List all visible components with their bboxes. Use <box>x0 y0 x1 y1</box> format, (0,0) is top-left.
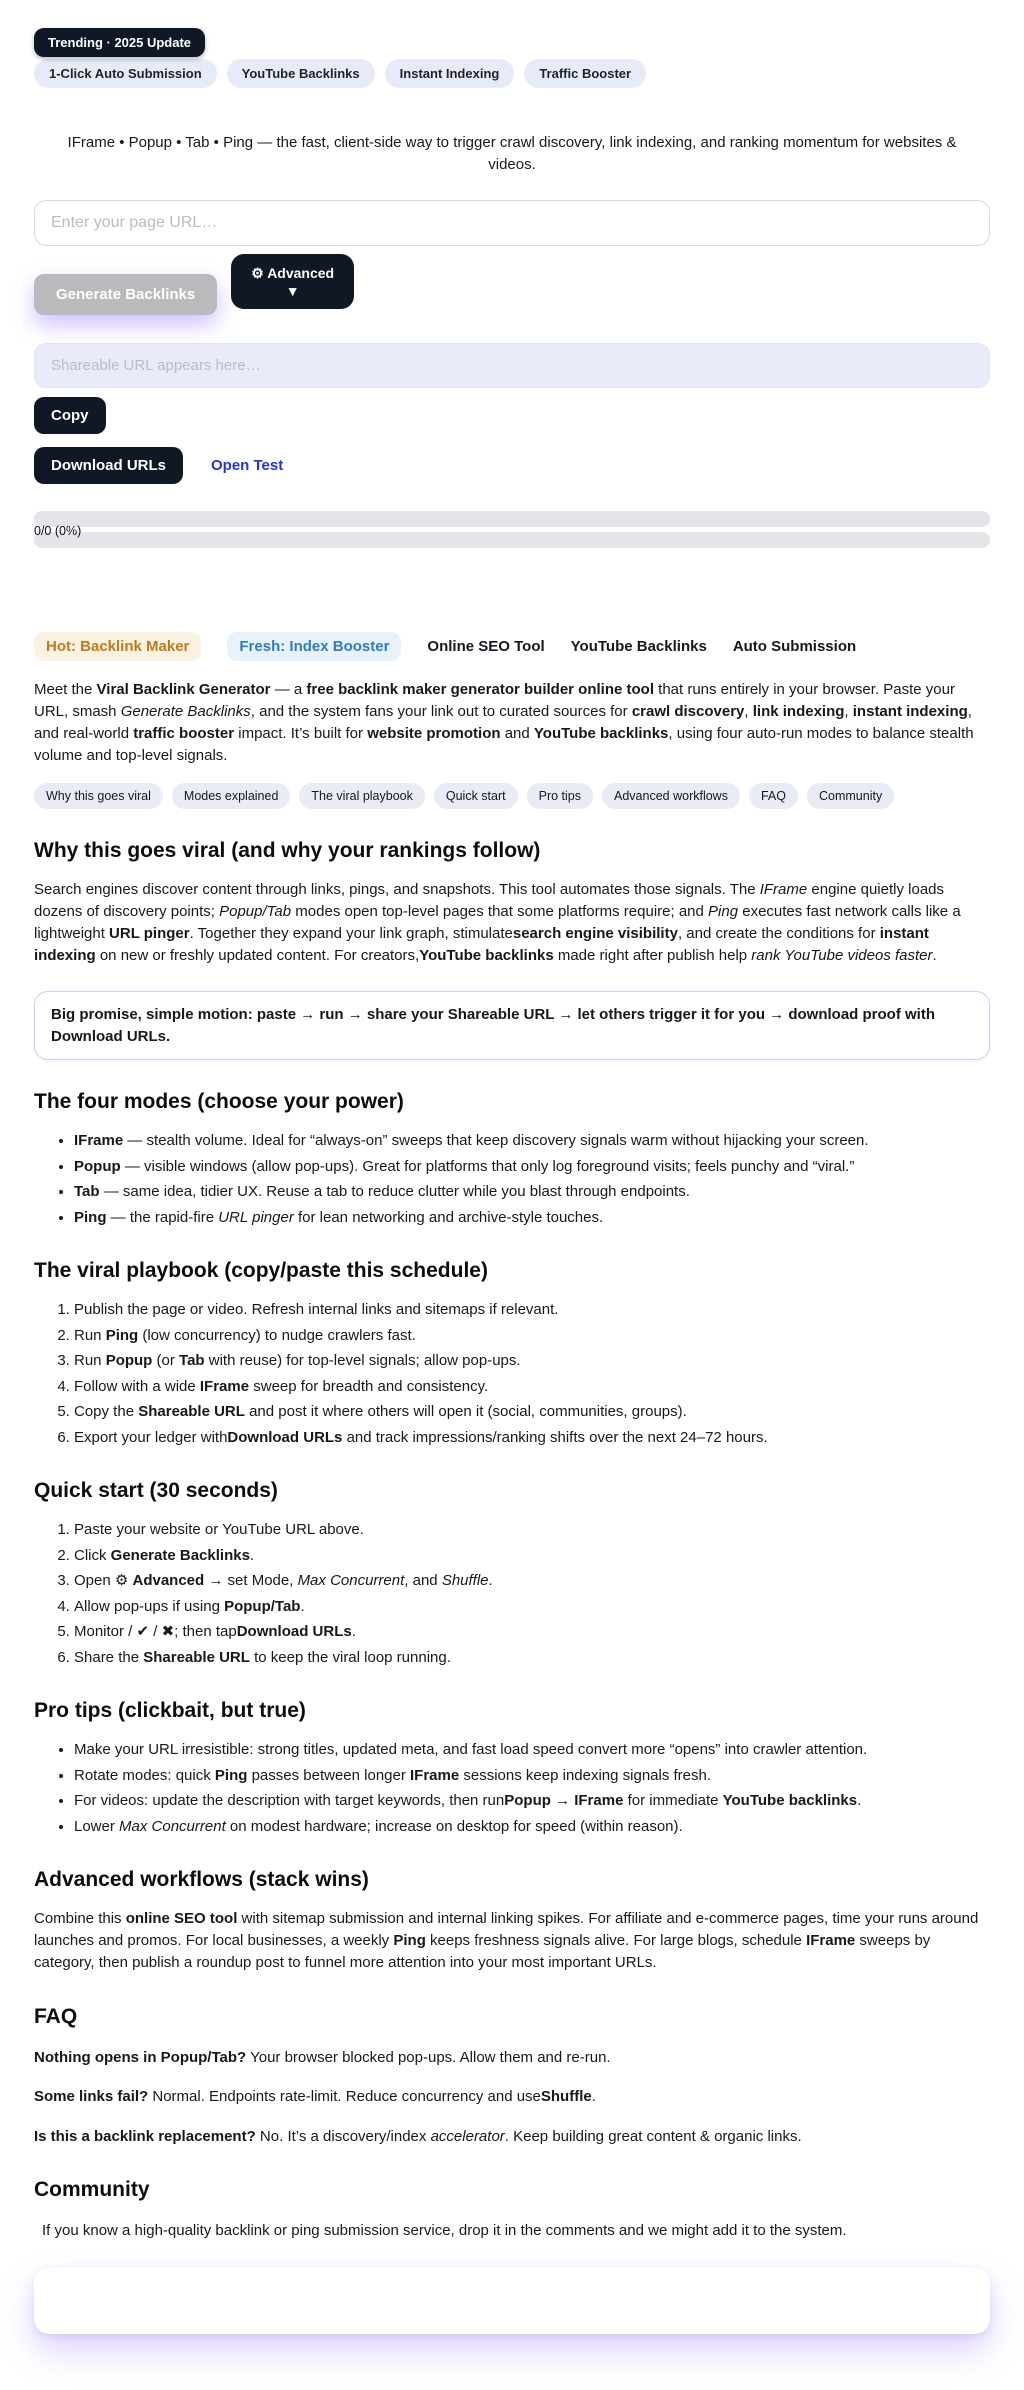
tab-auto-submission[interactable]: Auto Submission <box>732 637 857 655</box>
advanced-button-label: ⚙ Advanced <box>251 264 335 281</box>
playbook-list <box>34 1299 990 1449</box>
community-body: If you know a high-quality backlink or ping submission service, drop it in the comments and we might add it to the system. <box>42 2221 847 2239</box>
workflows-body: Combine this online SEO tool with sitemap submission and internal linking spikes. For affiliate and e-commerce pages, time your runs around launches and promos. For local businesses, a weekly Ping keeps freshness signals alive. For large blogs, schedule IFrame sweeps by category, then publish a roundup post to funnel more attention into your most important URLs. <box>34 1910 979 1972</box>
tab-online-seo-tool[interactable]: Online SEO Tool <box>427 637 545 655</box>
viral-body: Search engines discover content through links, pings, and snapshots. This tool automates those signals. The IFrame engine quietly loads dozens of discovery points; Popup/Tab modes open top-level pages that some platforms require; and Ping executes fast network calls like a lightweight URL pinger. Together they expand your link graph, stimulatesearch engine visibility, and create the conditions for instant indexing on new or freshly updated content. For creators,YouTube backlinks made right after publish help rank YouTube videos faster. <box>34 880 961 964</box>
gear-icon: ⚙ <box>251 264 264 281</box>
page-url-input[interactable] <box>34 200 990 246</box>
faq-item: Is this a backlink replacement? No. It’s a discovery/index accelerator. Keep building great content & organic links. <box>34 2128 802 2146</box>
list-item: 6. Export your ledger withDownload URLs and track impressions/ranking shifts over the next 24–72 hours. <box>74 1427 990 1450</box>
comments-box[interactable] <box>34 2268 990 2334</box>
feature-pill-auto-submission: 1-Click Auto Submission <box>34 59 217 88</box>
quickstart-list <box>34 1519 990 1669</box>
feature-pill-youtube-backlinks: YouTube Backlinks <box>227 59 375 88</box>
section-heading-viral: Why this goes viral (and why your rankings follow) <box>34 838 541 862</box>
download-row <box>34 447 990 484</box>
feature-pill-instant-indexing: Instant Indexing <box>385 59 515 88</box>
list-item: • Make your URL irresistible: strong titles, updated meta, and fast load speed convert more “opens” into crawler attention. <box>74 1739 990 1762</box>
list-item: • Tab — same idea, tidier UX. Reuse a tab to reduce clutter while you blast through endpoints. <box>74 1181 990 1204</box>
section-heading-protips: Pro tips (clickbait, but true) <box>34 1699 306 1723</box>
copy-button[interactable]: Copy <box>34 397 106 434</box>
toc-chip-row <box>34 783 990 809</box>
faq-item: Nothing opens in Popup/Tab? Your browser blocked pop-ups. Allow them and re-run. <box>34 2048 611 2066</box>
tab-hot-backlink-maker[interactable]: Hot: Backlink Maker <box>34 632 201 661</box>
promise-callout: Big promise, simple motion: paste → run → share your Shareable URL → let others trigger it for you → download proof with Download URLs. <box>34 991 990 1061</box>
section-heading-quickstart: Quick start (30 seconds) <box>34 1479 278 1503</box>
progress-label: 0/0 (0%) <box>34 523 82 538</box>
list-item: 1. Publish the page or video. Refresh internal links and sitemaps if relevant. <box>74 1299 990 1322</box>
tab-youtube-backlinks[interactable]: YouTube Backlinks <box>570 637 707 655</box>
list-item: • Rotate modes: quick Ping passes between longer IFrame sessions keep indexing signals fresh. <box>74 1765 990 1788</box>
section-heading-modes: The four modes (choose your power) <box>34 1090 404 1114</box>
chip-the-viral-playbook[interactable]: The viral playbook <box>299 783 424 809</box>
chip-quick-start[interactable]: Quick start <box>434 783 518 809</box>
hero-subtitle: IFrame • Popup • Tab • Ping — the fast, client-side way to trigger crawl discovery, link indexing, and ranking momentum for websites & videos. <box>67 134 957 173</box>
list-item: 5. Monitor / ✔ / ✖; then tapDownload URLs. <box>74 1621 990 1644</box>
list-item: 1. Paste your website or YouTube URL above. <box>74 1519 990 1542</box>
trending-badge: Trending · 2025 Update <box>34 28 205 57</box>
section-heading-workflows: Advanced workflows (stack wins) <box>34 1868 369 1892</box>
list-item: 3. Open ⚙ Advanced → set Mode, Max Concurrent, and Shuffle. <box>74 1570 990 1593</box>
feature-pill-row <box>34 59 990 88</box>
intro-paragraph: Meet the Viral Backlink Generator — a free backlink maker generator builder online tool that runs entirely in your browser. Paste your URL, smash Generate Backlinks, and the system fans your link out to curated sources for crawl discovery, link indexing, instant indexing, and real-world traffic booster impact. It’s built for website promotion and YouTube backlinks, using four auto-run modes to balance stealth volume and top-level signals. <box>34 680 974 764</box>
shareable-url-output[interactable] <box>34 343 990 388</box>
chip-modes-explained[interactable]: Modes explained <box>172 783 291 809</box>
section-heading-playbook: The viral playbook (copy/paste this schedule) <box>34 1259 488 1283</box>
list-item: 6. Share the Shareable URL to keep the viral loop running. <box>74 1647 990 1670</box>
section-heading-community: Community <box>34 2177 150 2201</box>
advanced-dropdown-button[interactable] <box>231 254 354 310</box>
feature-pill-traffic-booster: Traffic Booster <box>524 59 646 88</box>
chip-advanced-workflows[interactable]: Advanced workflows <box>602 783 740 809</box>
open-test-link[interactable]: Open Test <box>211 456 284 474</box>
list-item: 5. Copy the Shareable URL and post it where others will open it (social, communities, groups). <box>74 1401 990 1424</box>
modes-list <box>34 1130 990 1229</box>
generate-backlinks-button[interactable]: Generate Backlinks <box>34 274 217 315</box>
list-item: 4. Follow with a wide IFrame sweep for breadth and consistency. <box>74 1376 990 1399</box>
chip-pro-tips[interactable]: Pro tips <box>527 783 593 809</box>
section-heading-faq: FAQ <box>34 2004 78 2028</box>
list-item: • IFrame — stealth volume. Ideal for “always-on” sweeps that keep discovery signals warm without hijacking your screen. <box>74 1130 990 1153</box>
list-item: 3. Run Popup (or Tab with reuse) for top-level signals; allow pop-ups. <box>74 1350 990 1373</box>
list-item: • Lower Max Concurrent on modest hardware; increase on desktop for speed (within reason). <box>74 1816 990 1839</box>
chevron-down-icon: ▼ <box>285 283 300 300</box>
download-urls-button[interactable]: Download URLs <box>34 447 183 484</box>
protips-list <box>34 1739 990 1838</box>
tab-fresh-index-booster[interactable]: Fresh: Index Booster <box>227 632 401 661</box>
list-item: 4. Allow pop-ups if using Popup/Tab. <box>74 1596 990 1619</box>
list-item: • Popup — visible windows (allow pop-ups). Great for platforms that only log foreground visits; feels punchy and “viral.” <box>74 1156 990 1179</box>
chip-faq[interactable]: FAQ <box>749 783 798 809</box>
chip-why-this-goes-viral[interactable]: Why this goes viral <box>34 783 163 809</box>
chip-community[interactable]: Community <box>807 783 894 809</box>
faq-item: Some links fail? Normal. Endpoints rate-limit. Reduce concurrency and useShuffle. <box>34 2088 596 2106</box>
list-item: • For videos: update the description with target keywords, then runPopup → IFrame for immediate YouTube backlinks. <box>74 1790 990 1813</box>
tab-bar <box>34 632 990 661</box>
progress-bar-secondary <box>34 523 990 548</box>
action-button-row <box>34 254 990 315</box>
list-item: 2. Click Generate Backlinks. <box>74 1545 990 1568</box>
progress-bar <box>34 511 990 527</box>
list-item: 2. Run Ping (low concurrency) to nudge crawlers fast. <box>74 1325 990 1348</box>
list-item: • Ping — the rapid-fire URL pinger for lean networking and archive-style touches. <box>74 1207 990 1230</box>
